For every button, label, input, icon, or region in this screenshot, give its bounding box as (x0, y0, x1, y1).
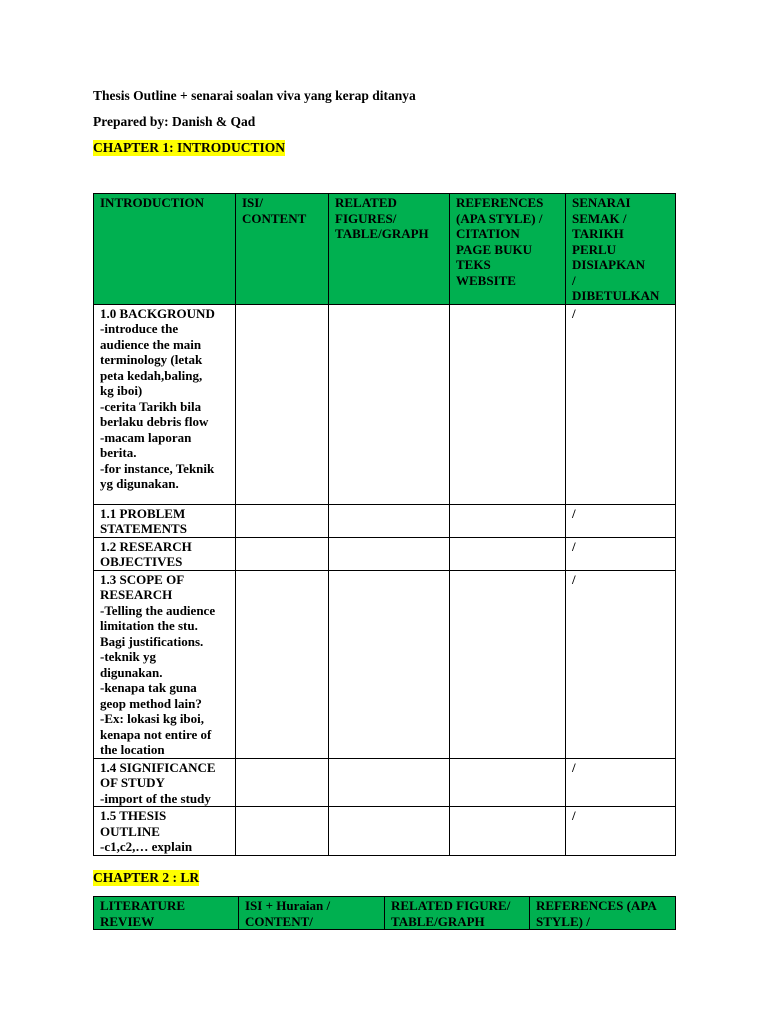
cell-line: PAGE BUKU (456, 241, 532, 257)
content-cell (236, 304, 329, 504)
cell-line: -Ex: lokasi kg iboi, (100, 711, 205, 726)
section-cell (94, 504, 236, 537)
cell-line: audience the main (100, 336, 202, 352)
cell-line: TABLE/GRAPH (335, 226, 429, 241)
document-title: Thesis Outline + senarai soalan viva yang kerap ditanya (93, 88, 416, 103)
table-row (94, 807, 676, 856)
section-cell (94, 570, 236, 758)
references-cell (450, 304, 566, 504)
cell-line: -c1,c2,… explain (100, 839, 193, 854)
cell-line: SEMAK / (572, 210, 627, 226)
table-header-row (94, 897, 676, 930)
cell-line: 1.4 SIGNIFICANCE (100, 759, 216, 775)
cell-line: 1.2 RESEARCH (100, 538, 192, 554)
checklist-cell: / (566, 807, 676, 856)
table-header-row (94, 194, 676, 305)
cell-line: -for instance, Teknik (100, 460, 215, 476)
content-cell (236, 537, 329, 570)
cell-line: PERLU (572, 241, 617, 257)
cell-line: TEKS (456, 257, 491, 272)
cell-line: -macam laporan (100, 429, 192, 445)
cell-line: 1.5 THESIS (100, 808, 167, 823)
cell-line: TARIKH (572, 226, 624, 241)
references-cell (450, 504, 566, 537)
references-cell (450, 537, 566, 570)
cell-line: REFERENCES (APA (536, 898, 657, 913)
table-row (94, 758, 676, 807)
cell-line: kenapa not entire of (100, 726, 212, 742)
content-cell (236, 758, 329, 807)
table-row (94, 504, 676, 537)
header-content-huraian (239, 897, 385, 930)
cell-line: REFERENCES (456, 195, 544, 210)
figures-cell (329, 304, 450, 504)
cell-line: geop method lain? (100, 695, 202, 711)
cell-line: CONTENT (242, 210, 307, 226)
cell-line: OF STUDY (100, 775, 165, 790)
header-content (236, 194, 329, 305)
cell-line: / (572, 272, 576, 288)
figures-cell (329, 570, 450, 758)
figures-cell (329, 758, 450, 807)
content-cell (236, 807, 329, 856)
cell-line: kg iboi) (100, 383, 143, 398)
cell-line: peta kedah,baling, (100, 367, 203, 383)
cell-line: ISI/ (242, 195, 263, 210)
cell-line: 1.3 SCOPE OF (100, 571, 185, 587)
cell-line: berita. (100, 445, 137, 460)
cell-line: WEBSITE (456, 272, 516, 288)
cell-line: LITERATURE (100, 898, 186, 913)
cell-line: INTRODUCTION (100, 195, 205, 210)
cell-line: CITATION (456, 226, 520, 241)
references-cell (450, 570, 566, 758)
figures-cell (329, 537, 450, 570)
checklist-cell: / (566, 537, 676, 570)
chapter-1-heading: CHAPTER 1: INTRODUCTION (93, 140, 286, 155)
cell-line: REVIEW (100, 913, 155, 929)
cell-line: -introduce the (100, 321, 179, 336)
cell-line: ISI + Huraian / (245, 898, 331, 913)
cell-line: CONTENT/ (245, 913, 313, 929)
prepared-by: Prepared by: Danish & Qad (93, 114, 256, 129)
content-cell (236, 570, 329, 758)
cell-line: (APA STYLE) / (456, 210, 543, 226)
cell-line: terminology (letak (100, 352, 203, 367)
cell-line: -cerita Tarikh bila (100, 398, 202, 414)
figures-cell (329, 807, 450, 856)
header-references-apa (530, 897, 676, 930)
figures-cell (329, 504, 450, 537)
cell-line: FIGURES/ (335, 210, 397, 226)
section-cell (94, 537, 236, 570)
chapter-2-outline-table (93, 896, 676, 930)
cell-line: OUTLINE (100, 823, 160, 839)
cell-line: -teknik yg (100, 649, 156, 664)
cell-line: limitation the stu. (100, 618, 198, 633)
cell-line: DIBETULKAN (572, 288, 660, 303)
section-cell (94, 807, 236, 856)
references-cell (450, 807, 566, 856)
content-cell (236, 504, 329, 537)
cell-line: -Telling the audience (100, 602, 216, 618)
cell-line: STATEMENTS (100, 521, 187, 536)
header-related-figure (385, 897, 530, 930)
header-references (450, 194, 566, 305)
checklist-cell: / (566, 304, 676, 504)
cell-line: Bagi justifications. (100, 633, 204, 649)
header-literature-review (94, 897, 239, 930)
cell-line: 1.1 PROBLEM (100, 505, 186, 521)
cell-line: digunakan. (100, 664, 163, 680)
cell-line: RELATED (335, 195, 397, 210)
table-row (94, 570, 676, 758)
section-cell (94, 758, 236, 807)
cell-line: 1.0 BACKGROUND (100, 305, 215, 321)
cell-line: SENARAI (572, 195, 631, 210)
cell-line: STYLE) / (536, 913, 590, 929)
table-row (94, 304, 676, 504)
cell-line: TABLE/GRAPH (391, 913, 485, 929)
cell-line: -kenapa tak guna (100, 680, 197, 695)
cell-line: the location (100, 742, 165, 757)
cell-line: OBJECTIVES (100, 554, 183, 569)
cell-line: yg digunakan. (100, 476, 179, 491)
cell-line: -import of the study (100, 790, 211, 806)
header-checklist (566, 194, 676, 305)
chapter-2-heading: CHAPTER 2 : LR (93, 870, 200, 885)
checklist-cell: / (566, 758, 676, 807)
cell-line: RELATED FIGURE/ (391, 898, 511, 913)
header-introduction (94, 194, 236, 305)
cell-line: berlaku debris flow (100, 414, 209, 429)
header-related-figures (329, 194, 450, 305)
checklist-cell: / (566, 504, 676, 537)
section-cell (94, 304, 236, 504)
cell-line: DISIAPKAN (572, 257, 645, 272)
references-cell (450, 758, 566, 807)
table-row (94, 537, 676, 570)
cell-line: RESEARCH (100, 587, 173, 602)
checklist-cell: / (566, 570, 676, 758)
chapter-1-outline-table (93, 193, 676, 856)
